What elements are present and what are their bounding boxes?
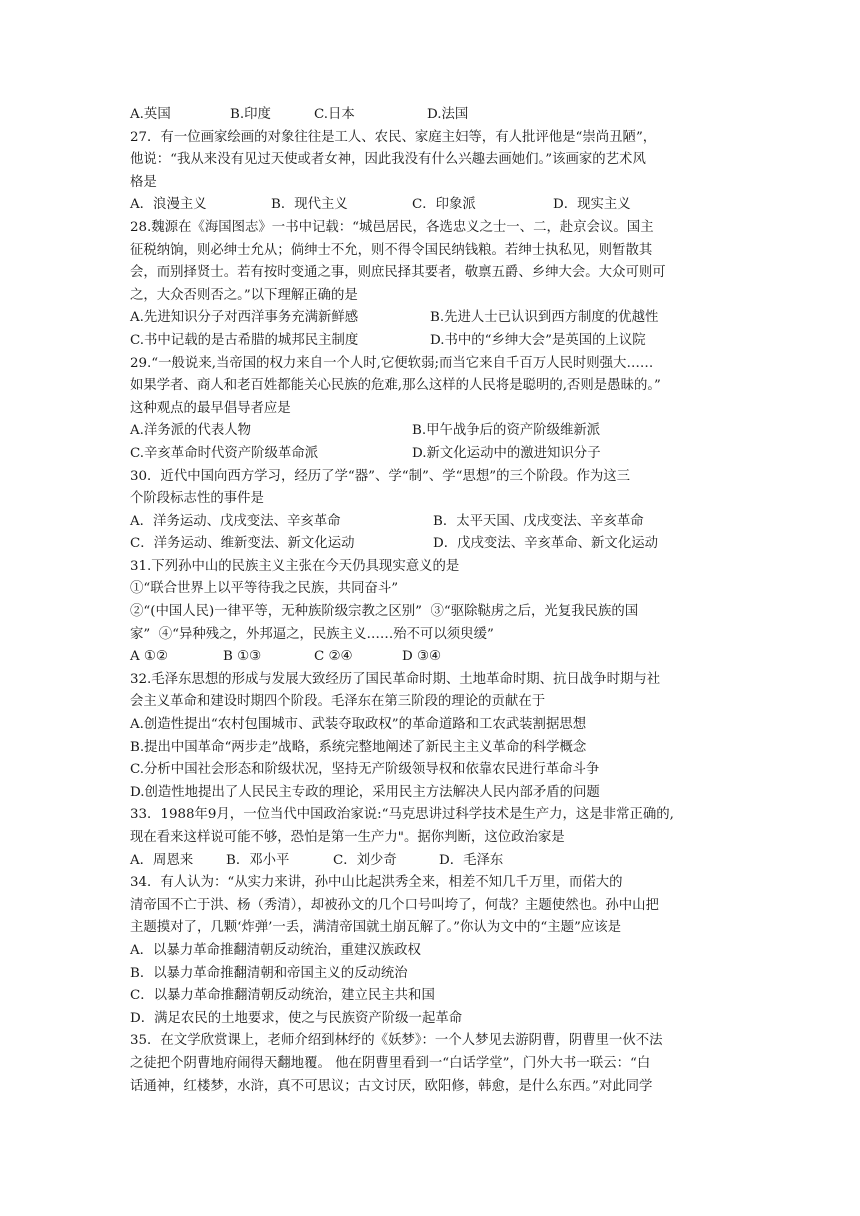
q27-stem-line: 27．有一位画家绘画的对象往往是工人、农民、家庭主妇等，有人批评他是“崇尚丑陋”，	[130, 129, 657, 145]
q28-options-ab	[130, 307, 736, 330]
q31-option-d: D ③④	[402, 649, 442, 665]
question-30	[130, 466, 736, 556]
question-28	[130, 217, 736, 353]
q34-option-d: D．满足农民的土地要求，使之与民族资产阶级一起革命	[130, 1010, 463, 1026]
q28-stem-line: 28.魏源在《海国图志》一书中记载：“城邑居民，各选忠义之士一、二，赴京会议。国主	[130, 219, 654, 235]
q33-option-d: D．毛泽东	[439, 852, 504, 868]
q28-option-a: A.先进知识分子对西洋事务充满新鲜感	[130, 310, 359, 326]
q29-stem-line: 29.“一般说来,当帝国的权力来自一个人时,它便软弱;而当它来自千百万人民时则强大……	[130, 355, 654, 371]
q28-options-cd	[130, 330, 736, 353]
exam-page	[130, 104, 736, 1098]
question-29	[130, 353, 736, 466]
q35-stem-line: 之徒把个阴曹地府闹得天翻地覆。 他在阴曹里看到一“白话学堂”，门外大书一联云：“白	[130, 1055, 651, 1071]
q31-option-b: B ①③	[223, 649, 262, 665]
q26-option-d: D.法国	[427, 107, 469, 122]
q30-option-d: D．戊戌变法、辛亥革命、新文化运动	[433, 536, 658, 552]
q28-option-d: D.书中的“乡绅大会”是英国的上议院	[430, 332, 646, 348]
q34-option-a: A．以暴力革命推翻清朝反动统治，重建汉族政权	[130, 942, 421, 958]
q32-option-c: C.分析中国社会形态和阶级状况，坚持无产阶级领导权和依靠农民进行革命斗争	[130, 762, 600, 778]
question-27	[130, 127, 736, 217]
q33-stem-line: 现在看来这样说可能不够，恐怕是第一生产力"。据你判断，这位政治家是	[130, 830, 565, 845]
q32-option-a: A.创造性提出“农村包围城市、武装夺取政权”的革命道路和工农武装割据思想	[130, 717, 587, 733]
q33-option-a: A．周恩来	[130, 852, 194, 868]
q33-stem-line: 33．1988年9月，一位当代中国政治家说:“马克思讲过科学技术是生产力，这是非常正确的,	[130, 807, 674, 823]
question-34	[130, 872, 736, 1030]
question-31	[130, 556, 736, 669]
q33-option-b: B．邓小平	[226, 852, 290, 868]
q35-stem-line: 话通神，红楼梦，水浒，真不可思议；古文讨厌，欧阳修，韩愈，是什么东西。”对此同学	[130, 1078, 653, 1094]
q34-option-c: C．以暴力革命推翻清朝反动统治，建立民主共和国	[130, 988, 435, 1004]
q29-options-ab	[130, 420, 736, 443]
q29-stem-line: 如果学者、商人和老百姓都能关心民族的危难,那么这样的人民将是聪明的,否则是愚昧的。”	[130, 378, 661, 394]
question-33	[130, 804, 736, 872]
q28-stem-line: 之，大众否则否之。”以下理解正确的是	[130, 287, 358, 303]
q31-options	[130, 646, 736, 669]
q30-options-cd	[130, 533, 736, 556]
q26-option-b: B.印度	[230, 107, 271, 122]
q27-option-b: B．现代主义	[271, 197, 348, 213]
q27-options	[130, 194, 736, 217]
q31-option-c: C ②④	[314, 649, 353, 665]
q31-stem-line: 31.下列孙中山的民族主义主张在今天仍具现实意义的是	[130, 558, 460, 574]
q31-option-a: A ①②	[130, 649, 168, 665]
q31-stem-line: ①“联合世界上以平等待我之民族，共同奋斗”	[130, 581, 399, 597]
q29-stem-line: 这种观点的最早倡导者应是	[130, 400, 291, 416]
q30-stem-line: 个阶段标志性的事件是	[130, 491, 264, 507]
q30-option-b: B．太平天国、戊戌变法、辛亥革命	[433, 513, 644, 529]
q28-option-b: B.先进人士已认识到西方制度的优越性	[430, 310, 659, 326]
q27-stem-line: 格是	[130, 174, 157, 190]
q29-option-c: C.辛亥革命时代资产阶级革命派	[130, 445, 319, 461]
q31-stem-line: ②“(中国人民)一律平等，无种族阶级宗教之区别” ③“驱除鞑虏之后，光复我民族的国	[130, 604, 639, 620]
q27-stem-line: 他说：“我从来没有见过天使或者女神，因此我没有什么兴趣去画她们。”该画家的艺术风	[130, 152, 646, 168]
q27-option-a: A．浪漫主义	[130, 197, 207, 213]
question-35	[130, 1030, 736, 1098]
q35-stem-line: 35．在文学欣赏课上，老师介绍到林纾的《妖梦》：一个人梦见去游阴曹，阴曹里一伙不法	[130, 1033, 663, 1049]
q30-options-ab	[130, 511, 736, 534]
q34-stem-line: 清帝国不亡于洪、杨（秀清），却被孙文的几个口号叫垮了，何哉？主题使然也。孙中山把	[130, 897, 659, 913]
question-32	[130, 669, 736, 805]
q27-option-d: D．现实主义	[553, 197, 631, 213]
q33-option-c: C．刘少奇	[333, 852, 397, 868]
q28-stem-line: 会，而别择贤士。若有按时变通之事，则庶民择其要者，敬禀五爵、乡绅大会。大众可则可	[130, 265, 666, 281]
q26-option-c: C.日本	[314, 107, 355, 122]
q29-options-cd	[130, 443, 736, 466]
q30-option-a: A．洋务运动、戊戌变法、辛亥革命	[130, 513, 341, 529]
q29-option-d: D.新文化运动中的激进知识分子	[412, 445, 601, 461]
q34-stem-line: 34．有人认为：“从实力来讲，孙中山比起洪秀全来，相差不知几千万里，而偌大的	[130, 875, 623, 891]
q29-option-a: A.洋务派的代表人物	[130, 423, 252, 439]
q31-stem-line: 家” ④“异种残之，外邦逼之，民族主义……殆不可以须臾缓”	[130, 626, 494, 642]
q34-stem-line: 主题摸对了，几颗‘炸弹’一丢，满清帝国就土崩瓦解了。”你认为文中的“主题”应该是	[130, 920, 622, 936]
q34-option-b: B．以暴力革命推翻清朝和帝国主义的反动统治	[130, 965, 408, 981]
q28-option-c: C.书中记载的是古希腊的城邦民主制度	[130, 332, 359, 348]
q32-stem-line: 32.毛泽东思想的形成与发展大致经历了国民革命时期、土地革命时期、抗日战争时期与社	[130, 671, 661, 687]
q27-option-c: C．印象派	[412, 197, 476, 213]
q33-options	[130, 850, 736, 873]
q32-option-b: B.提出中国革命“两步走”战略，系统完整地阐述了新民主主义革命的科学概念	[130, 739, 587, 755]
q29-option-b: B.甲午战争后的资产阶级维新派	[412, 423, 601, 439]
q32-option-d: D.创造性地提出了人民民主专政的理论，采用民主方法解决人民内部矛盾的问题	[130, 784, 600, 800]
q30-stem-line: 30．近代中国向西方学习，经历了学“器”、学“制”、学“思想”的三个阶段。作为这三	[130, 468, 631, 484]
q28-stem-line: 征税纳饷，则必绅士允从；倘绅士不允，则不得令国民纳钱粮。若绅士执私见，则暂散其	[130, 242, 653, 258]
q26-options	[130, 104, 736, 127]
q32-stem-line: 会主义革命和建设时期四个阶段。毛泽东在第三阶段的理论的贡献在于	[130, 694, 546, 710]
q26-option-a: A.英国	[130, 107, 171, 122]
q30-option-c: C．洋务运动、维新变法、新文化运动	[130, 536, 355, 552]
